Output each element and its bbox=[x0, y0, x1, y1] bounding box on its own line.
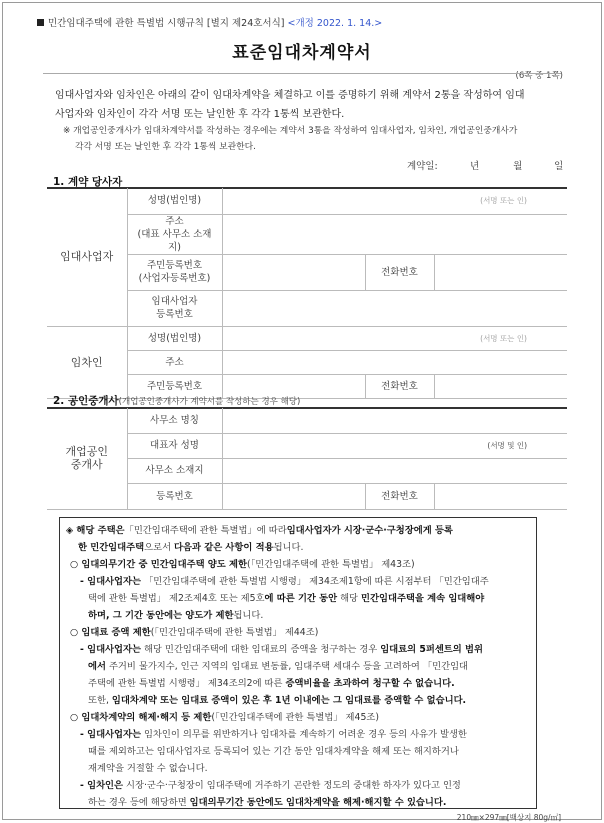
contract-date-label: 계약일: bbox=[407, 161, 438, 172]
notice-line-1 bbox=[66, 522, 453, 536]
broker-table bbox=[47, 408, 567, 510]
notice-text: 하며, 그 기간 동안에는 양도가 제한 bbox=[88, 610, 234, 621]
notice-sub3-title bbox=[70, 709, 379, 723]
notice-text: 다음과 같은 사항이 적용 bbox=[174, 542, 274, 553]
notice-text: 으로서 bbox=[144, 542, 172, 553]
notice-sub3-line: 재계약을 거절할 수 없습니다. bbox=[88, 763, 208, 774]
lessor-reg-field[interactable] bbox=[222, 290, 567, 326]
notice-text: 됩니다. bbox=[233, 610, 264, 621]
notice-text: - 임대사업자는 bbox=[80, 644, 141, 655]
notice-text: 임대료의 5퍼센트의 범위 bbox=[380, 644, 483, 655]
notice-text: 「민간임대주택에 관한 특별법」에 따라 bbox=[124, 525, 287, 536]
lessor-phone-label: 전화번호 bbox=[365, 254, 434, 290]
lessor-id-field[interactable] bbox=[222, 254, 365, 290]
intro-line: 임대사업자와 임차인은 아래의 같이 임대차계약을 체결하고 이를 증명하기 위해 계약서 2통을 작성하여 임대 bbox=[55, 90, 525, 101]
section2-title: 2. 공인중개사 bbox=[53, 395, 119, 407]
office-name-label: 사무소 명칭 bbox=[127, 408, 222, 433]
form-ref-text: 민간임대주택에 관한 특별법 시행규칙 [별지 제24호서식] bbox=[48, 18, 285, 29]
notice-line-2 bbox=[78, 539, 303, 553]
broker-reg-field[interactable] bbox=[222, 483, 365, 509]
contract-date-day[interactable]: 일 bbox=[554, 161, 564, 172]
broker-phone-field[interactable] bbox=[434, 483, 567, 509]
broker-note bbox=[63, 123, 569, 155]
notice-text: - 임대사업자는 bbox=[80, 729, 141, 740]
notice-sub2-line bbox=[80, 641, 483, 655]
notice-sub3-line: 때를 제외하고는 임대사업자로 등록되어 있는 기간 동안 임대차계약을 해제 또는 해지하거나 bbox=[88, 746, 459, 757]
office-name-field[interactable] bbox=[222, 408, 567, 433]
office-addr-label: 사무소 소재지 bbox=[127, 458, 222, 483]
broker-group-label-1: 개업공인 bbox=[65, 445, 108, 459]
square-bullet-icon bbox=[37, 19, 44, 26]
lessor-phone-field[interactable] bbox=[434, 254, 567, 290]
notice-text: (「민간임대주택에 관한 특별법」 제44조) bbox=[150, 627, 319, 638]
notice-text: (「민간임대주택에 관한 특별법」 제43조) bbox=[246, 559, 415, 570]
revision-link[interactable]: <개정 2022. 1. 14.> bbox=[287, 18, 383, 29]
notice-text: 임대의무기간 동안에도 임대차계약을 해제·해지할 수 있습니다. bbox=[189, 797, 447, 808]
notice-text: ○ 임대의무기간 중 민간임대주택 양도 제한 bbox=[70, 559, 247, 570]
notice-text: 한 민간임대주택 bbox=[78, 542, 145, 553]
notice-sub1-line bbox=[80, 573, 489, 587]
notice-text: - 임대사업자는 bbox=[80, 576, 141, 587]
notice-text: 임대사업자가 시장·군수·구청장에게 등록 bbox=[286, 525, 453, 536]
lessor-group-label: 임대사업자 bbox=[47, 188, 127, 326]
notice-text: 민간임대주택을 계속 임대해야 bbox=[361, 593, 485, 604]
rep-name-field[interactable]: (서명 및 인) bbox=[222, 433, 567, 458]
broker-reg-label: 등록번호 bbox=[127, 483, 222, 509]
notice-sub1-line bbox=[88, 607, 263, 621]
notice-text: 됩니다. bbox=[273, 542, 304, 553]
notice-text: 임대차계약 또는 임대료 증액이 있은 후 1년 이내에는 그 임대료를 증액할 수 없습니다. bbox=[111, 695, 467, 706]
intro-line: 사업자와 임차인이 각각 서명 또는 날인한 후 각각 1통씩 보관한다. bbox=[55, 109, 345, 120]
lessor-address-field[interactable] bbox=[222, 214, 567, 254]
notice-text: ○ 임대료 증액 제한 bbox=[70, 627, 151, 638]
notice-text: (「민간임대주택에 관한 특별법」 제45조) bbox=[211, 712, 379, 723]
contract-date bbox=[407, 158, 563, 172]
notice-sub3-line bbox=[80, 777, 461, 791]
notice-text: ◈ 해당 주택은 bbox=[66, 525, 125, 536]
page-title: 표준임대차계약서 bbox=[232, 43, 372, 63]
note-line: 각각 서명 또는 날인한 후 각각 1통씩 보관한다. bbox=[75, 142, 256, 152]
notice-sub1-title bbox=[70, 556, 415, 570]
notice-box bbox=[59, 517, 537, 809]
broker-group-label-2: 중개사 bbox=[70, 458, 103, 472]
section1-title: 1. 계약 당사자 bbox=[53, 176, 123, 188]
notice-text: - 임차인은 bbox=[80, 780, 124, 791]
lessee-phone-field[interactable] bbox=[434, 374, 567, 398]
title-divider bbox=[43, 73, 561, 74]
lessor-address-label bbox=[127, 214, 222, 254]
lessee-address-label: 주소 bbox=[127, 350, 222, 374]
broker-group-label bbox=[47, 408, 127, 509]
lessor-reg-label bbox=[127, 290, 222, 326]
notice-sub1-line bbox=[88, 590, 484, 604]
notice-text: 에 따른 기간 동안 bbox=[264, 593, 338, 604]
lessor-name-label: 성명(법인명) bbox=[127, 188, 222, 214]
page-count: (6쪽 중 1쪽) bbox=[515, 71, 563, 81]
notice-text: 시장·군수·구청장이 임대주택에 거주하기 곤란한 정도의 중대한 하자가 있다고 인정 bbox=[126, 780, 461, 791]
lessee-address-field[interactable] bbox=[222, 350, 567, 374]
note-line: ※ 개업공인중개사가 임대차계약서를 작성하는 경우에는 계약서 3통을 작성하여 임대사업자, 임차인, 개업공인중개사가 bbox=[63, 126, 518, 136]
lessor-name-field[interactable]: (서명 또는 인) bbox=[222, 188, 567, 214]
notice-text: 증액비율을 초과하여 청구할 수 없습니다. bbox=[285, 678, 455, 689]
notice-text: 에서 bbox=[88, 661, 106, 672]
lessee-group-label: 임차인 bbox=[47, 326, 127, 398]
intro-paragraph bbox=[55, 86, 567, 124]
lessee-name-field[interactable]: (서명 또는 인) bbox=[222, 326, 567, 350]
section2-title-row bbox=[53, 393, 300, 408]
notice-sub3-line bbox=[80, 726, 467, 740]
lessor-id-label-2: (사업자등록번호) bbox=[138, 273, 211, 284]
lessor-reg-label-2: 등록번호 bbox=[156, 309, 193, 320]
lessor-id-label-1: 주민등록번호 bbox=[146, 260, 203, 271]
lessee-id-label: 주민등록번호 bbox=[127, 374, 222, 398]
parties-table bbox=[47, 188, 567, 399]
notice-text: 또한, bbox=[88, 695, 109, 706]
notice-text: 택에 관한 특별법」 제2조제4호 또는 제5호 bbox=[88, 593, 265, 604]
notice-text: ○ 임대차계약의 해제·해지 등 제한 bbox=[70, 712, 212, 723]
notice-text: 해당 민간임대주택에 대한 임대료의 증액을 청구하는 경우 bbox=[143, 644, 378, 655]
form-page bbox=[2, 2, 602, 820]
rep-name-label: 대표자 성명 bbox=[127, 433, 222, 458]
notice-text: 「민간임대주택에 관한 특별법 시행령」 제34조제1항에 따른 시점부터 「민간임대주 bbox=[143, 576, 489, 587]
notice-text: 임차인이 의무를 위반하거나 임대차를 계속하기 어려운 경우 등의 사유가 발생한 bbox=[143, 729, 467, 740]
notice-sub3-line bbox=[88, 794, 446, 808]
section2-subtitle: (개업공인중개사가 계약서를 작성하는 경우 해당) bbox=[118, 397, 301, 407]
notice-sub2-line bbox=[88, 675, 455, 689]
form-reference bbox=[37, 15, 382, 29]
notice-text: 주거비 물가지수, 인근 지역의 임대료 변동률, 임대주택 세대수 등을 고려하여 「민간임대 bbox=[108, 661, 469, 672]
broker-phone-label: 전화번호 bbox=[365, 483, 434, 509]
notice-text: 해당 bbox=[340, 593, 359, 604]
contract-date-month[interactable]: 월 bbox=[513, 161, 523, 172]
paper-spec: 210㎜×297㎜[백상지 80g/㎡] bbox=[456, 813, 561, 822]
lessor-reg-label-1: 임대사업자 bbox=[151, 296, 198, 307]
lessee-name-label: 성명(법인명) bbox=[127, 326, 222, 350]
contract-date-year[interactable]: 년 bbox=[470, 161, 480, 172]
lessor-address-label-2: (대표 사무소 소재지) bbox=[137, 228, 212, 253]
notice-text: 주택에 관한 특별법 시행령」 제34조의2에 따른 bbox=[88, 678, 283, 689]
notice-sub2-line bbox=[88, 658, 468, 672]
notice-text: 하는 경우 등에 해당하면 bbox=[88, 797, 187, 808]
notice-sub2-line bbox=[88, 692, 466, 706]
office-addr-field[interactable] bbox=[222, 458, 567, 483]
notice-sub2-title bbox=[70, 624, 318, 638]
lessor-address-label-1: 주소 bbox=[165, 215, 184, 227]
lessee-phone-label: 전화번호 bbox=[365, 374, 434, 398]
lessor-id-label bbox=[127, 254, 222, 290]
